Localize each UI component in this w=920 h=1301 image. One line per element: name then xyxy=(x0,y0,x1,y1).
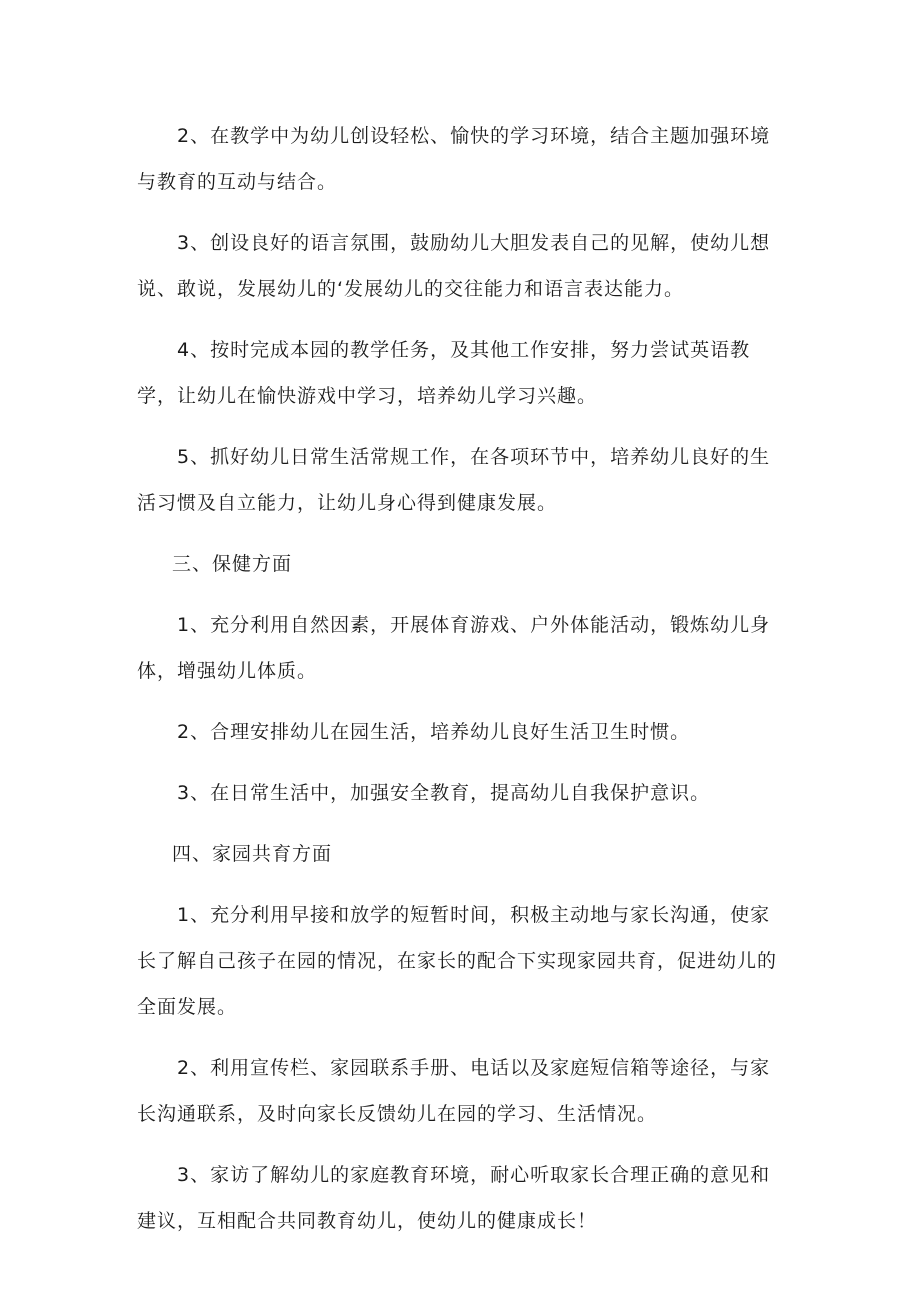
paragraph-teaching-5: 5、抓好幼儿日常生活常规工作，在各项环节中，培养幼儿良好的生活习惯及自立能力，让幼儿身心得到健康发展。 xyxy=(137,446,771,514)
paragraph-home-school-2: 2、利用宣传栏、家园联系手册、电话以及家庭短信箱等途径，与家长沟通联系，及时向家长反馈幼儿在园的学习、生活情况。 xyxy=(137,1057,771,1125)
paragraph-teaching-2: 2、在教学中为幼儿创设轻松、愉快的学习环境，结合主题加强环境与教育的互动与结合。 xyxy=(137,125,771,193)
paragraph-home-school-3: 3、家访了解幼儿的家庭教育环境，耐心听取家长合理正确的意见和建议，互相配合共同教育幼儿，使幼儿的健康成长！ xyxy=(137,1164,771,1232)
paragraph-teaching-3: 3、创设良好的语言氛围，鼓励幼儿大胆发表自己的见解，使幼儿想说、敢说，发展幼儿的‘发展幼儿的交往能力和语言表达能力。 xyxy=(137,232,771,300)
paragraph-health-1: 1、充分利用自然因素，开展体育游戏、户外体能活动，锻炼幼儿身体，增强幼儿体质。 xyxy=(137,614,771,682)
paragraph-health-2: 2、合理安排幼儿在园生活，培养幼儿良好生活卫生时惯。 xyxy=(177,721,691,743)
paragraph-home-school-1: 1、充分利用早接和放学的短暂时间，积极主动地与家长沟通，使家长了解自己孩子在园的情况，在家长的配合下实现家园共育，促进幼儿的全面发展。 xyxy=(137,904,778,1018)
paragraph-teaching-4: 4、按时完成本园的教学任务，及其他工作安排，努力尝试英语教学，让幼儿在愉快游戏中学习，培养幼儿学习兴趣。 xyxy=(137,339,751,407)
paragraph-health-3: 3、在日常生活中，加强安全教育，提高幼儿自我保护意识。 xyxy=(177,782,711,804)
document-body xyxy=(137,113,787,1259)
section-heading-home-school: 四、家园共育方面 xyxy=(172,843,333,865)
section-heading-health: 三、保健方面 xyxy=(172,553,293,575)
